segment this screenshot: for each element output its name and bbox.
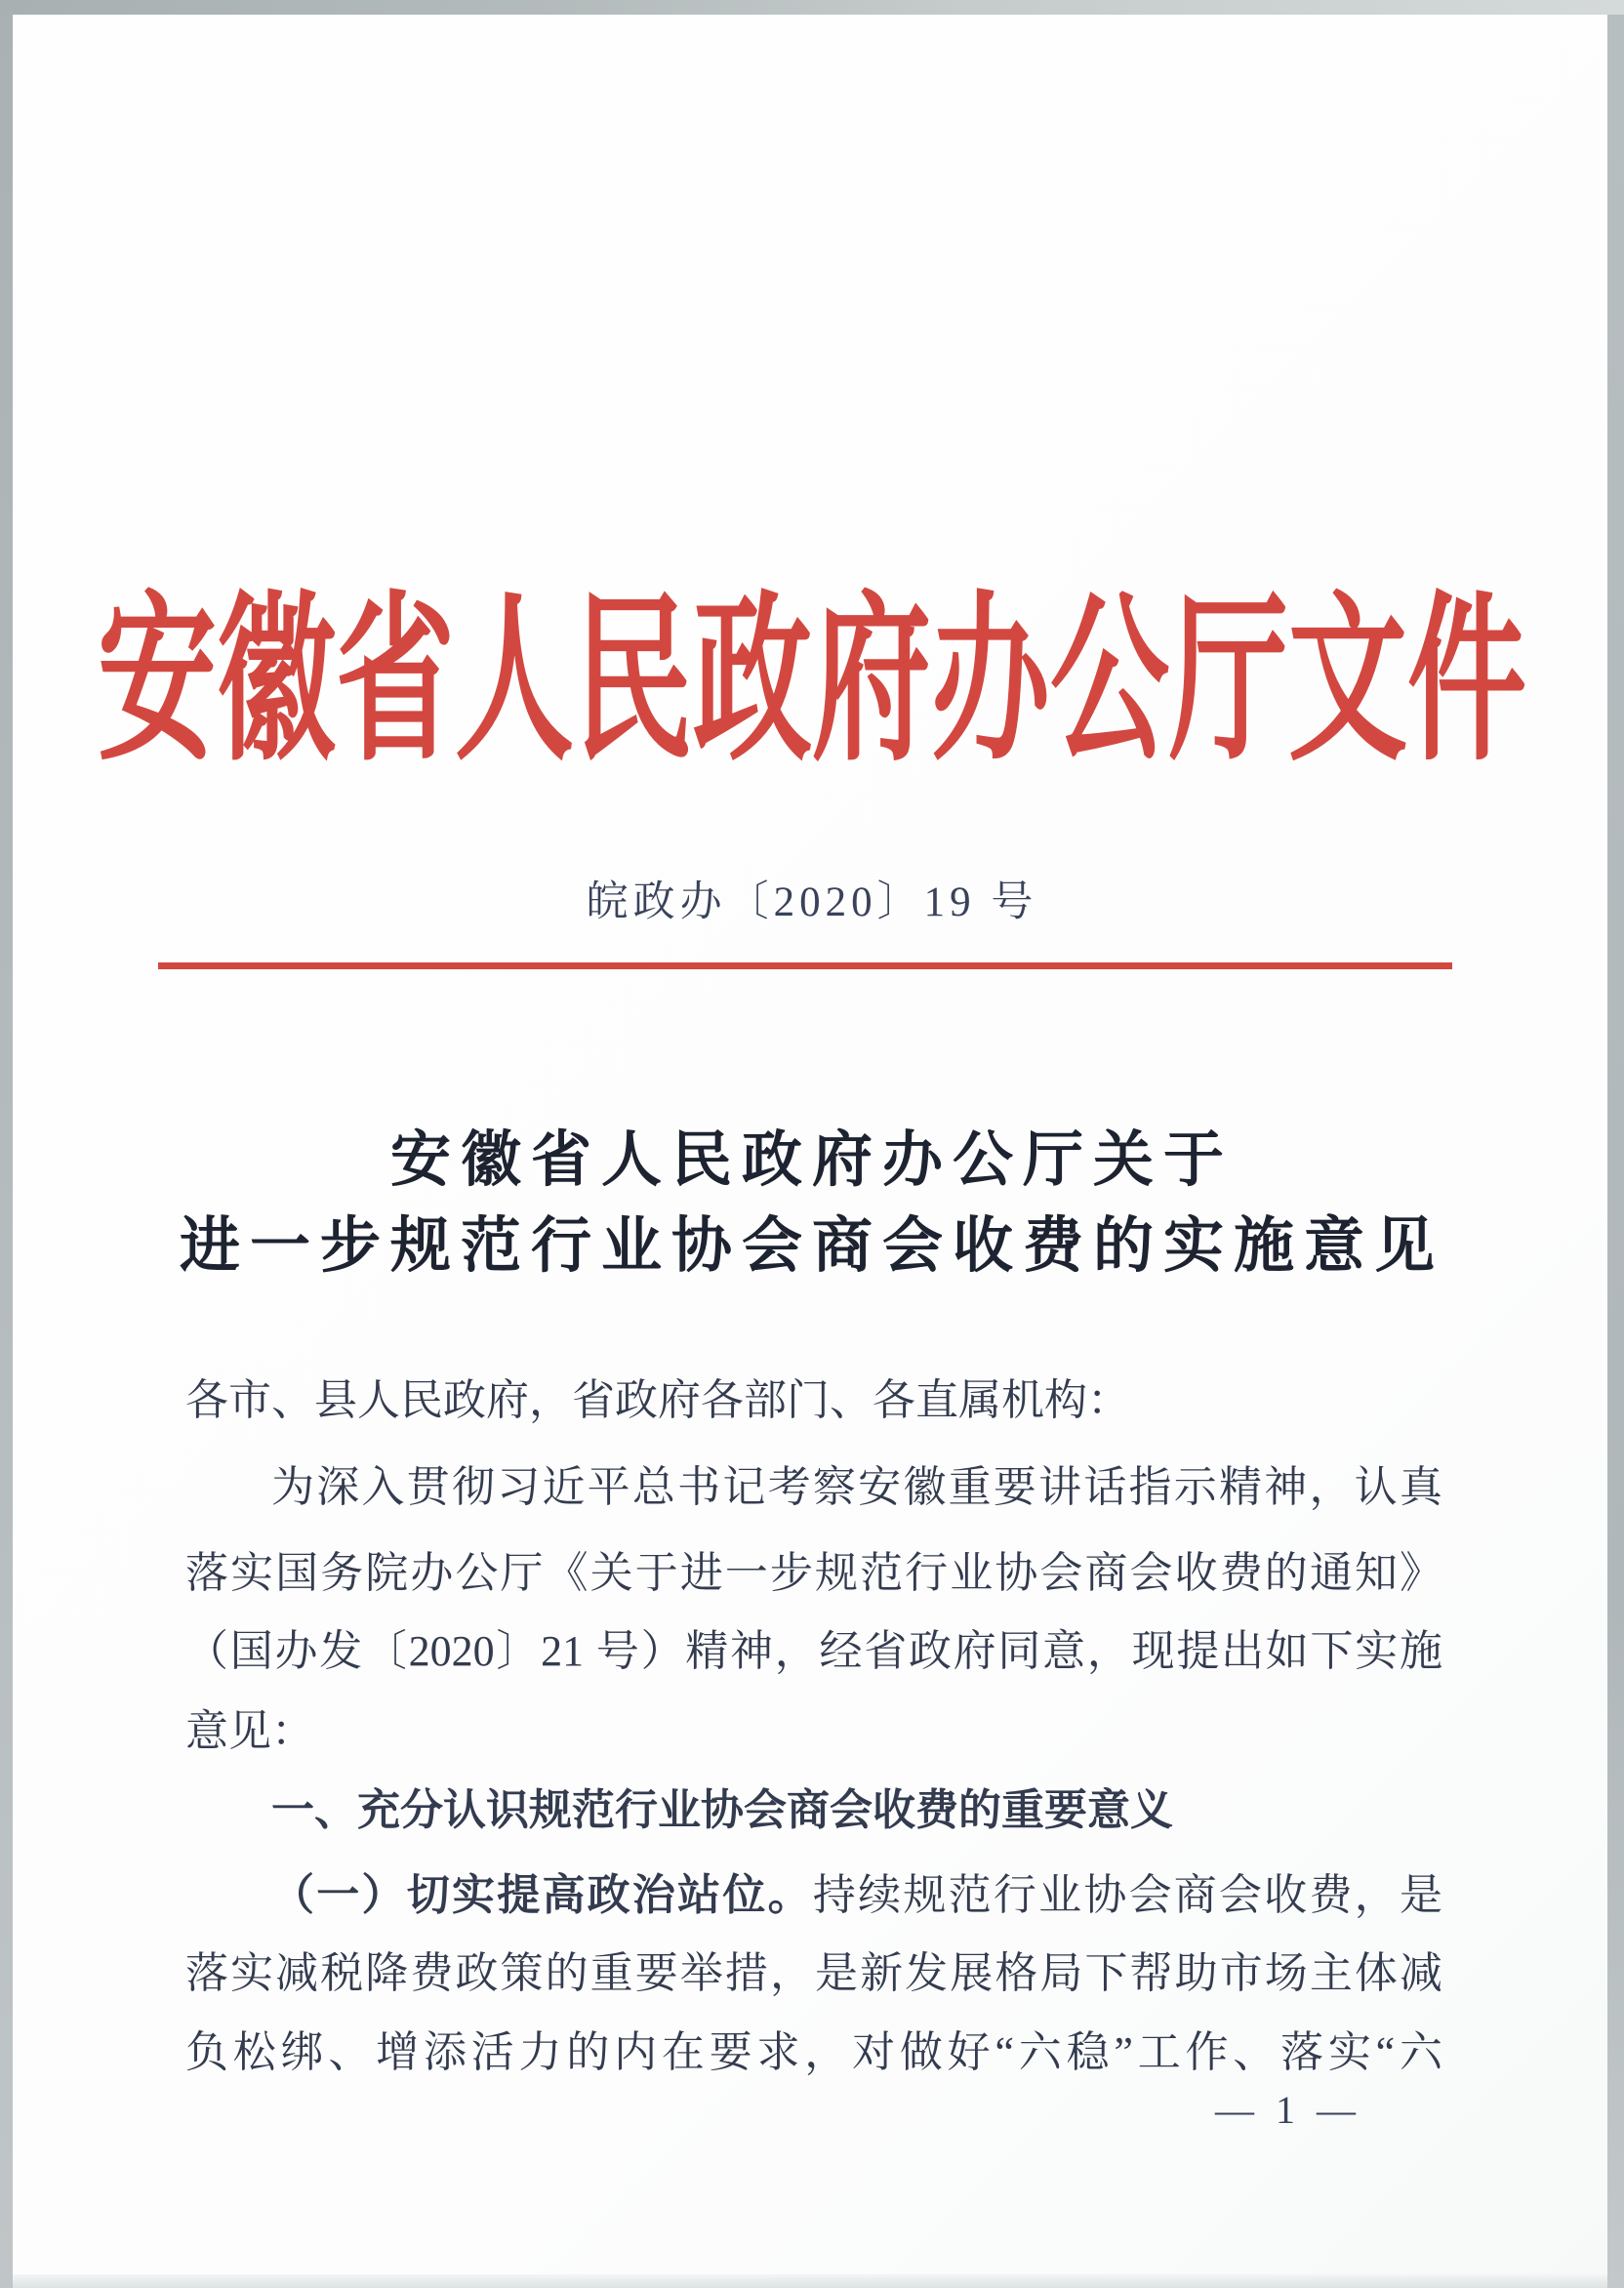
body-line: 为深入贯彻习近平总书记考察安徽重要讲话指示精神，认真 — [271, 1463, 1442, 1511]
body-line: 落实减税降费政策的重要举措，是新发展格局下帮助市场主体减 — [185, 1949, 1442, 1997]
body-line: 意见： — [185, 1707, 314, 1755]
document-title-line2: 进一步规范行业协会商会收费的实施意见 — [179, 1213, 1444, 1280]
section-heading: 一、充分认识规范行业协会商会收费的重要意义 — [271, 1786, 1173, 1834]
paragraph-lead-bold: （一）切实提高政治站位。 — [271, 1871, 813, 1919]
document-number: 皖政办〔2020〕19 号 — [586, 879, 1038, 925]
body-line — [185, 1859, 1442, 1922]
paper-edge-bottom — [13, 2274, 1607, 2288]
letterhead-agency-title: 安徽省人民政府办公厅文件 — [98, 582, 1526, 783]
paper-edge-top — [0, 0, 1624, 15]
page-number: — 1 — — [1215, 2088, 1361, 2132]
paragraph-lead-rest: 持续规范行业协会商会收费，是 — [812, 1871, 1443, 1919]
body-line: 落实国务院办公厅《关于进一步规范行业协会商会收费的通知》 — [185, 1549, 1442, 1597]
body-line: （国办发〔2020〕21 号）精神，经省政府同意，现提出如下实施 — [185, 1627, 1442, 1675]
body-line: 负松绑、增添活力的内在要求，对做好“六稳”工作、落实“六 — [185, 2028, 1442, 2076]
document-title-line1: 安徽省人民政府办公厅关于 — [389, 1127, 1234, 1194]
letterhead-red-rule — [158, 962, 1452, 969]
salutation-line: 各市、县人民政府，省政府各部门、各直属机构： — [185, 1376, 1130, 1424]
